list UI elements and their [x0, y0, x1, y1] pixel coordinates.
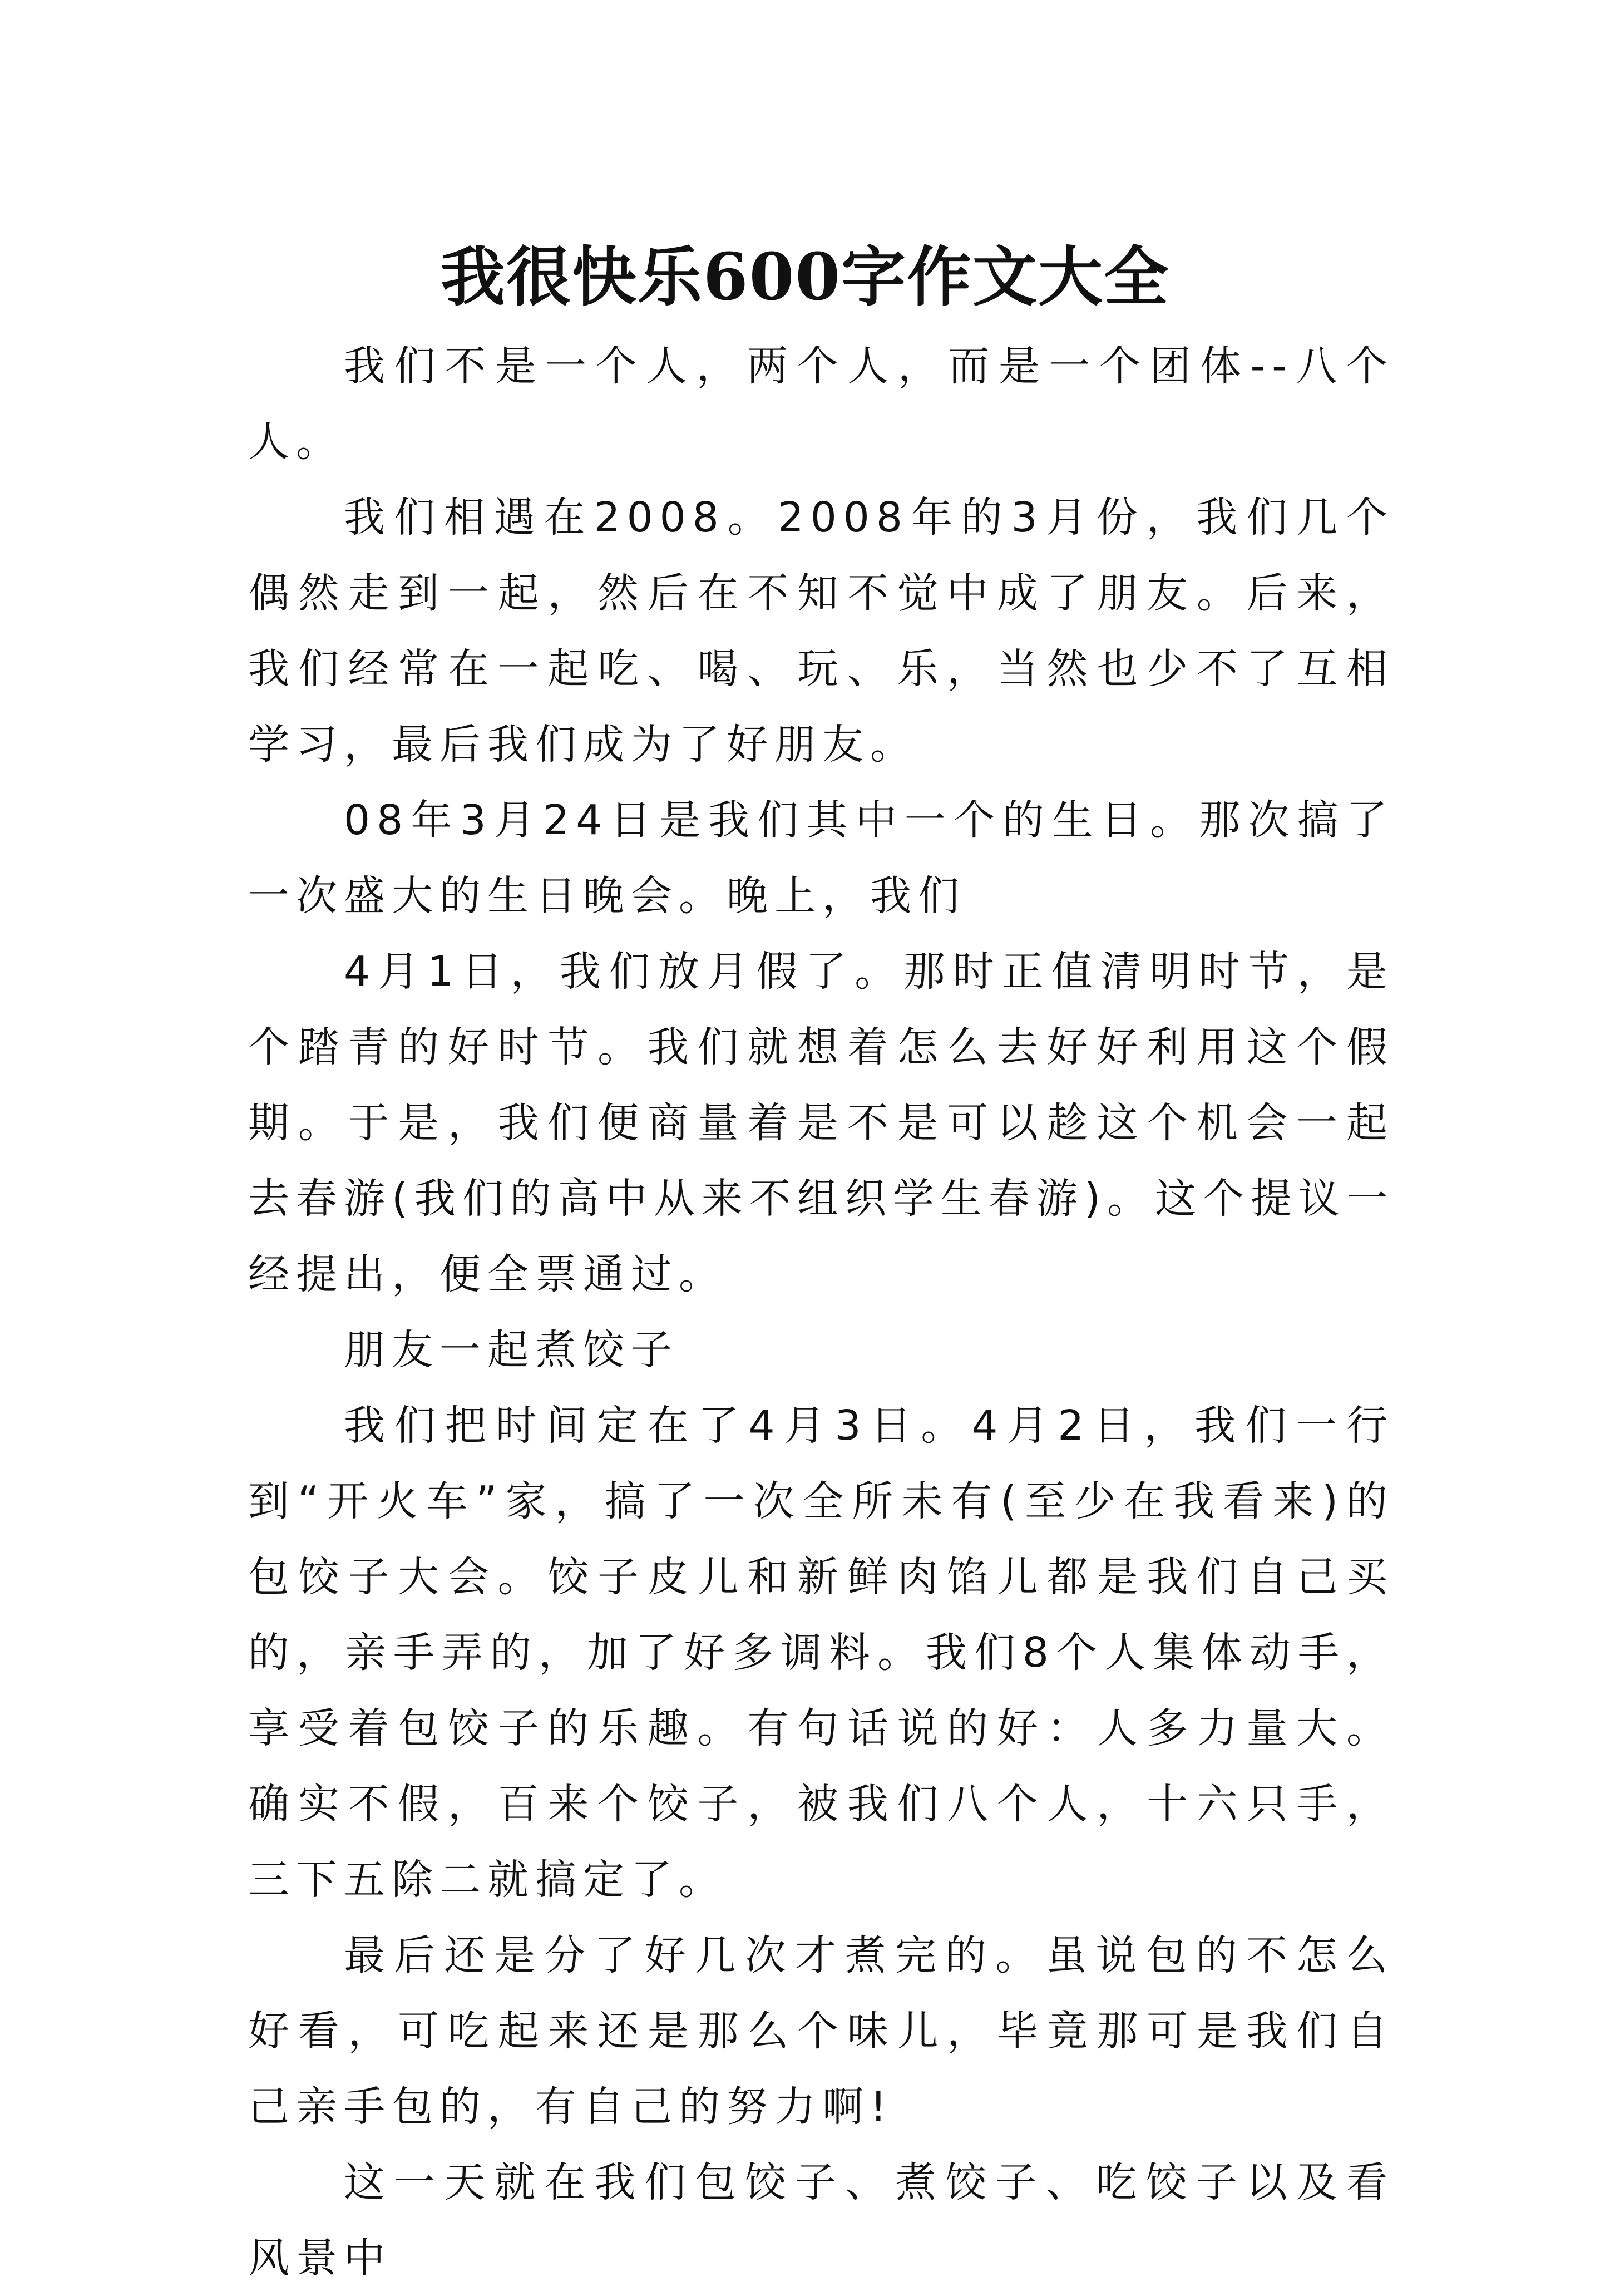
paragraph: 我们不是一个人，两个人，而是一个团体--八个人。 [248, 342, 1394, 466]
paragraph: 最后还是分了好几次才煮完的。虽说包的不怎么好看，可吃起来还是那么个味儿，毕竟那可是我们自己亲手包的，有自己的努力啊! [248, 1932, 1394, 2131]
paragraph: 我们相遇在2008。2008年的3月份，我们几个偶然走到一起，然后在不知不觉中成了朋友。后来，我们经常在一起吃、喝、玩、乐，当然也少不了互相学习，最后我们成为了好朋友。 [248, 494, 1394, 768]
paragraph: 我们把时间定在了4月3日。4月2日，我们一行到“开火车”家，搞了一次全所未有(至少在我看来)的包饺子大会。饺子皮儿和新鲜肉馅儿都是我们自己买的，亲手弄的，加了好多调料。我们8个人集体动手，享受着包饺子的乐趣。有句话说的好：人多力量大。确实不假，百来个饺子，被我们八个人，十六只手，三下五除二就搞定了。 [248, 1402, 1394, 1904]
section-heading: 朋友一起煮饺子 [344, 1326, 679, 1374]
paragraph: 4月1日，我们放月假了。那时正值清明时节，是个踏青的好时节。我们就想着怎么去好好利用这个假期。于是，我们便商量着是不是可以趁这个机会一起去春游(我们的高中从来不组织学生春游)。这个提议一经提出，便全票通过。 [248, 948, 1394, 1298]
paragraph: 这一天就在我们包饺子、煮饺子、吃饺子以及看风景中 [248, 2159, 1394, 2282]
document-body [248, 328, 1394, 2296]
document-title: 我很快乐600字作文大全 [440, 239, 1170, 315]
paragraph: 08年3月24日是我们其中一个的生日。那次搞了一次盛大的生日晚会。晚上，我们 [248, 796, 1394, 920]
